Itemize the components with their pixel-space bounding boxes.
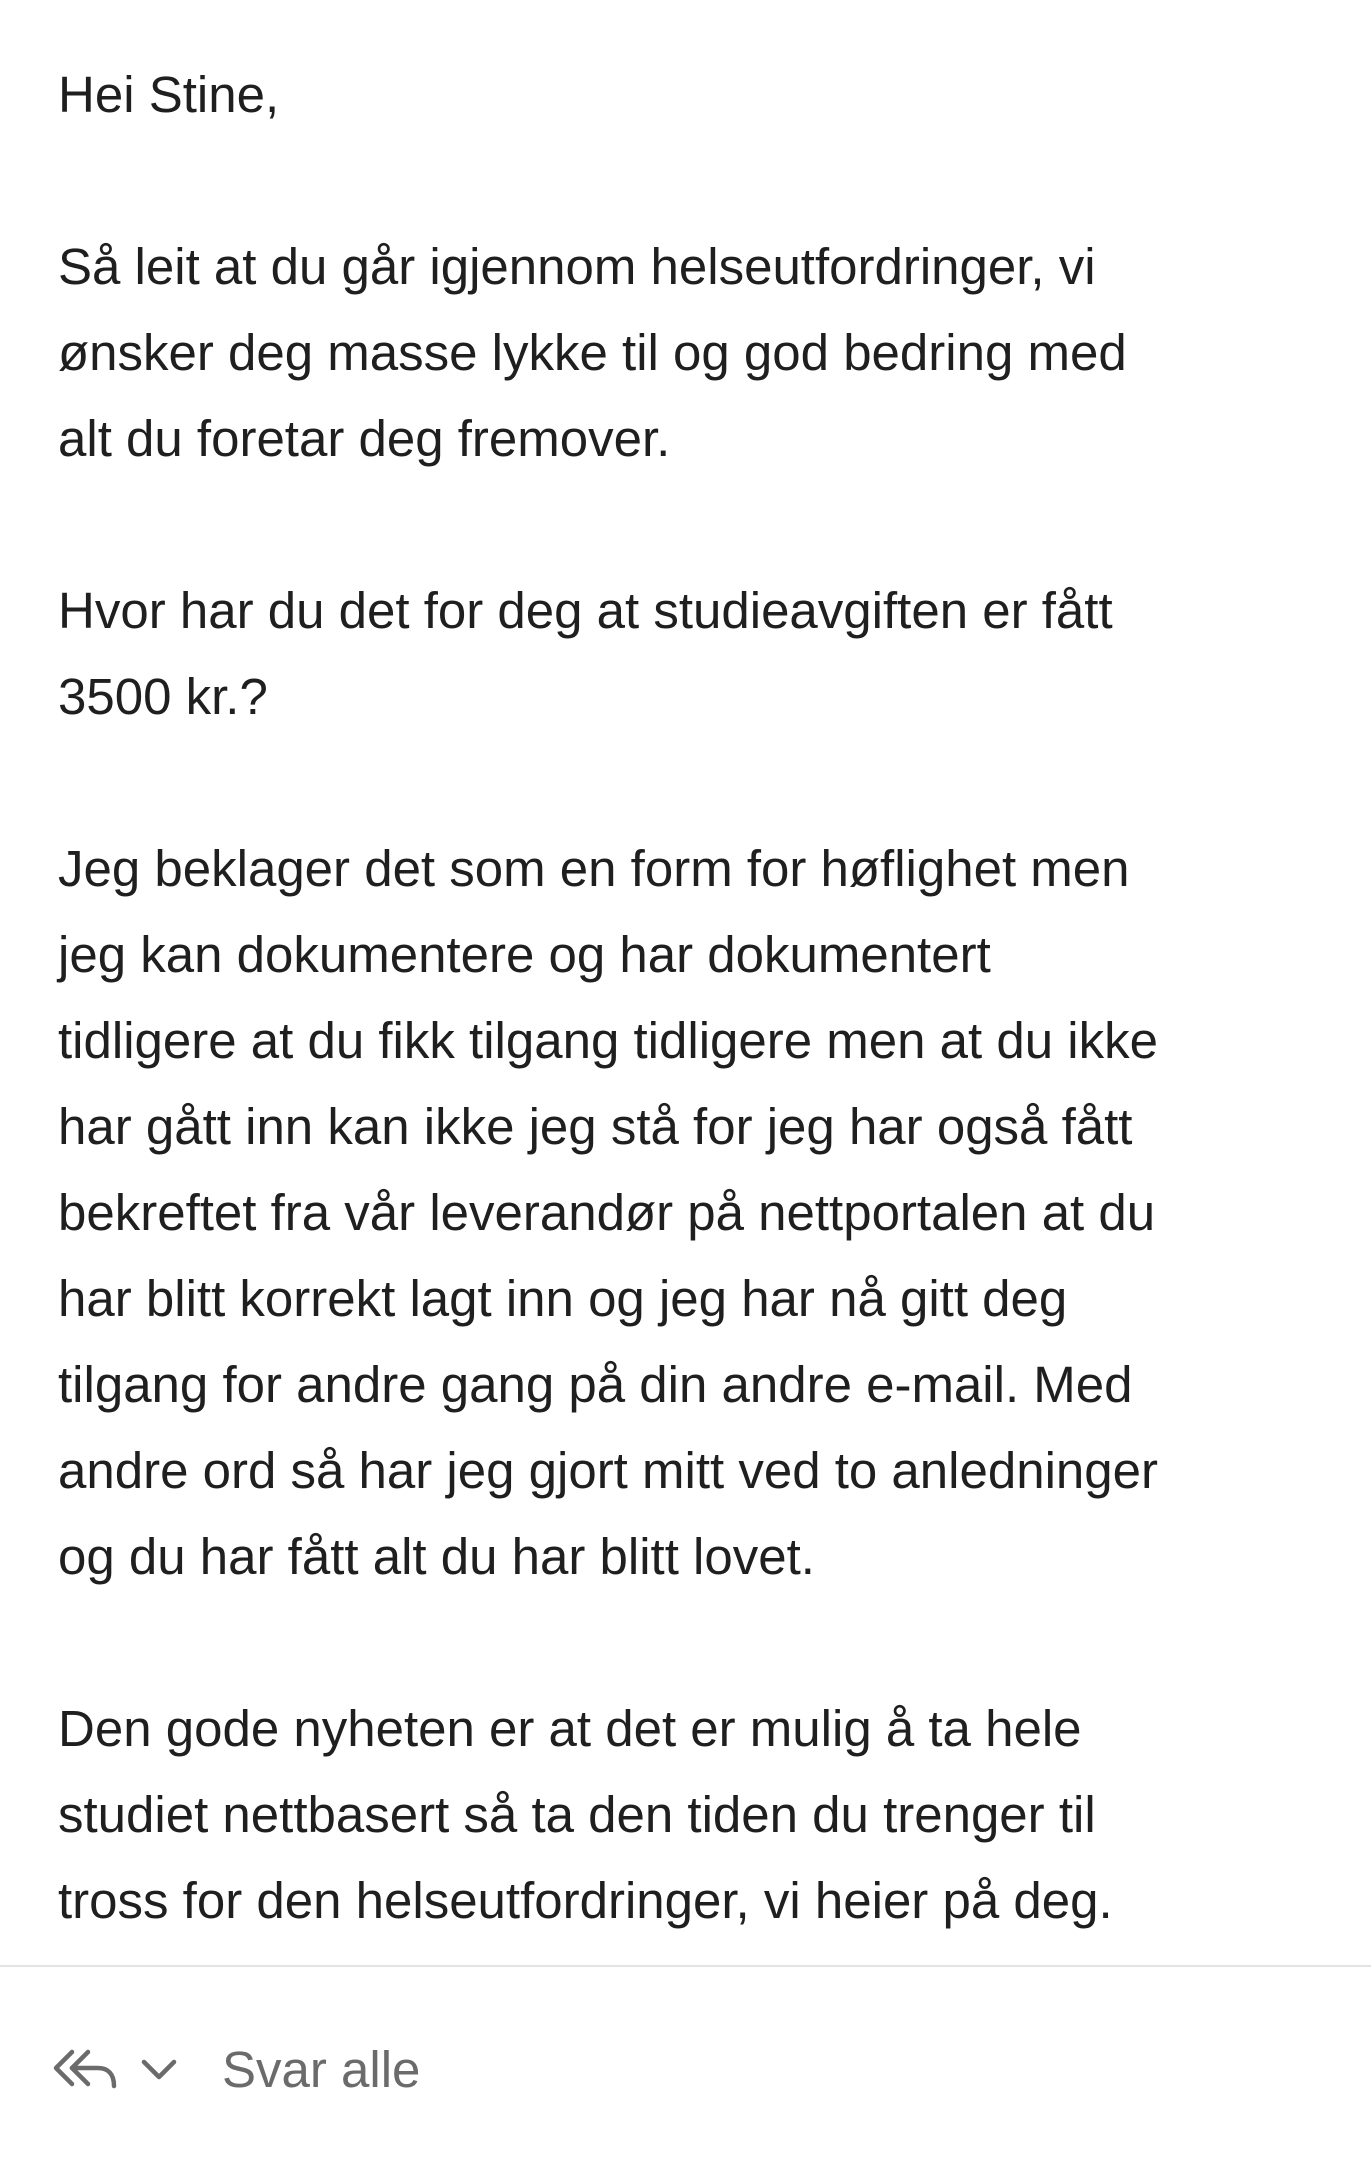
reply-all-button[interactable]: Svar alle [222,2041,421,2098]
text-line: andre ord så har jeg gjort mitt ved to anledninger [58,1442,1158,1499]
text-line: bekreftet fra vår leverandør på nettportalen at du [58,1184,1156,1241]
text-line: Den gode nyheten er at det er mulig å ta hele [58,1700,1082,1757]
text-line: tilgang for andre gang på din andre e-mail. Med [58,1356,1133,1413]
text-line: Hvor har du det for deg at studieavgiften er fått [58,582,1113,639]
email-paragraph [58,826,1338,1600]
email-paragraph [58,1686,1338,1944]
text-line: tross for den helseutfordringer, vi heier på deg. [58,1872,1113,1929]
text-line: Jeg beklager det som en form for høflighet men [58,840,1130,897]
reply-all-icon[interactable] [50,2042,120,2098]
text-line: ønsker deg masse lykke til og god bedring med [58,324,1127,381]
reply-bar [50,2030,420,2110]
text-line: Så leit at du går igjennom helseutfordringer, vi [58,238,1096,295]
text-line: har gått inn kan ikke jeg stå for jeg har også fått [58,1098,1133,1155]
email-body [58,52,1338,1944]
text-line: jeg kan dokumentere og har dokumentert [58,926,991,983]
divider [0,1965,1371,1967]
text-line: studiet nettbasert så ta den tiden du trenger til [58,1786,1096,1843]
text-line: alt du foretar deg fremover. [58,410,671,467]
chevron-down-icon[interactable] [136,2050,182,2090]
email-greeting: Hei Stine, [58,66,280,123]
email-paragraph [58,224,1338,482]
email-paragraph [58,568,1338,740]
text-line: 3500 kr.? [58,668,268,725]
text-line: har blitt korrekt lagt inn og jeg har nå gitt deg [58,1270,1068,1327]
text-line: tidligere at du fikk tilgang tidligere men at du ikke [58,1012,1158,1069]
text-line: og du har fått alt du har blitt lovet. [58,1528,815,1585]
